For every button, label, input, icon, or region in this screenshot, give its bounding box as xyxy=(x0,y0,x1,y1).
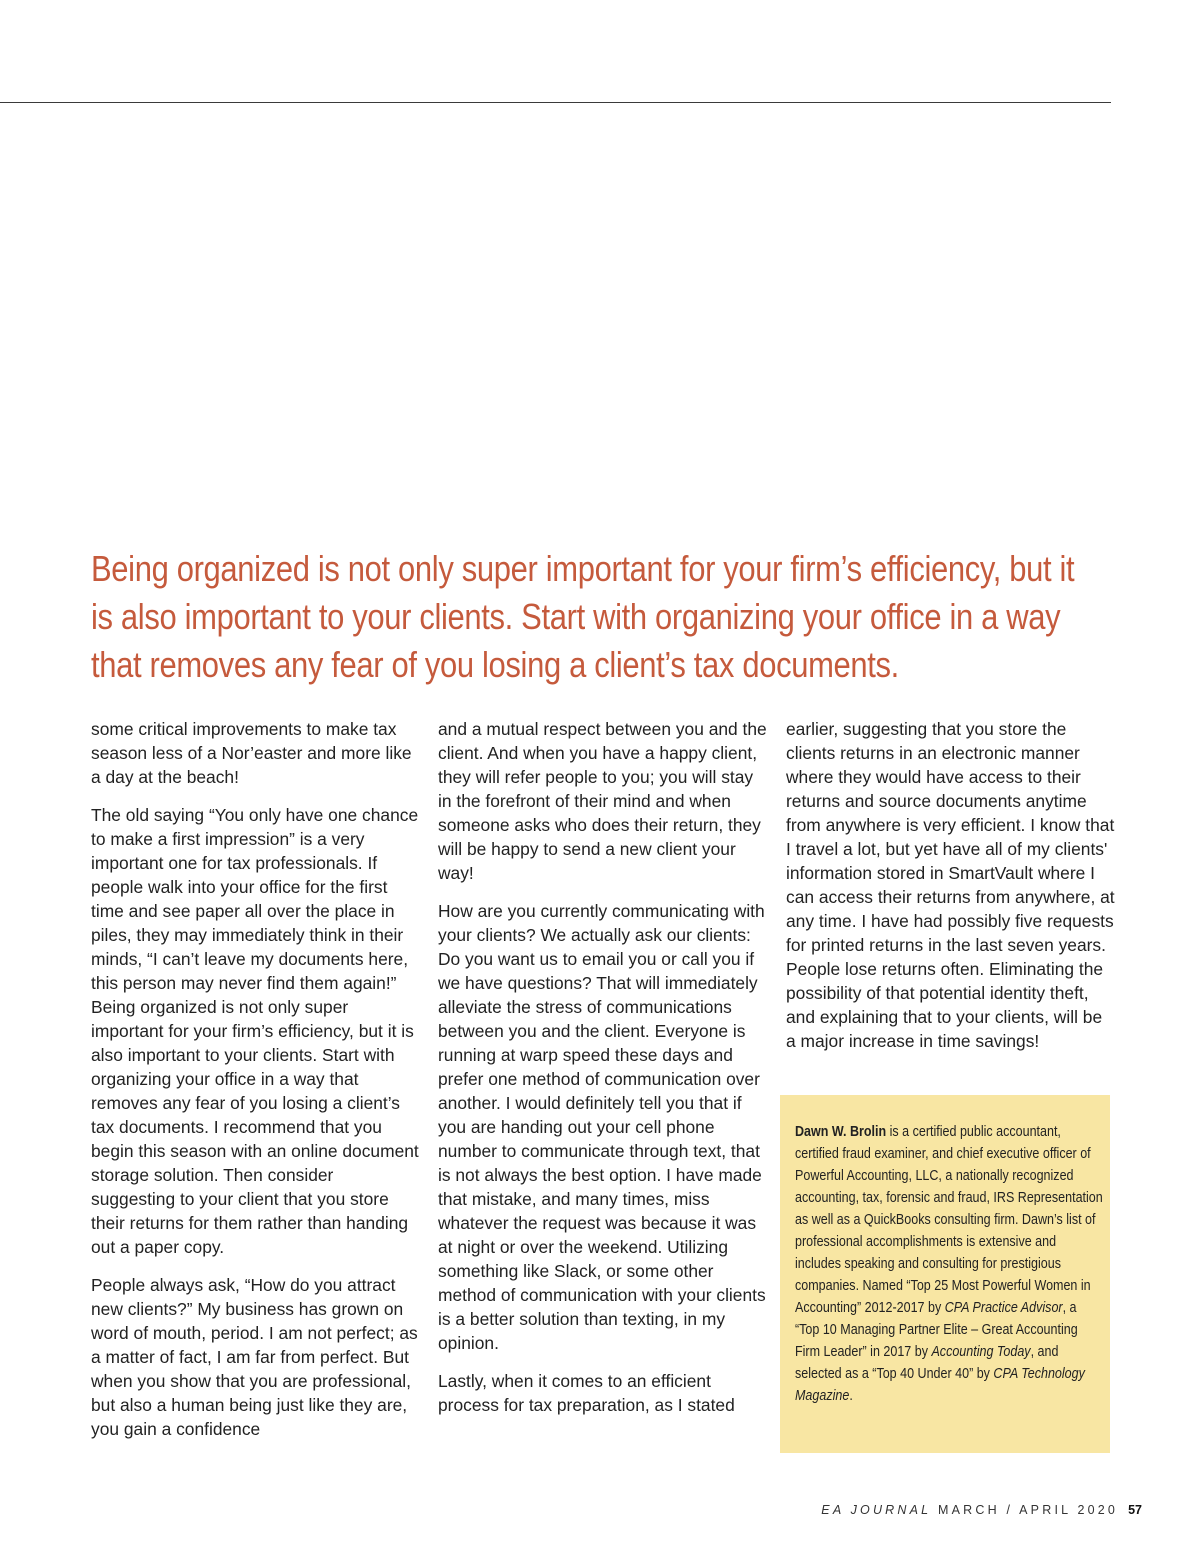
bio-publication: CPA Technology Magazine xyxy=(795,1365,1085,1404)
bio-publication: CPA Practice Advisor xyxy=(944,1299,1063,1316)
issue-date: MARCH / APRIL 2020 xyxy=(931,1503,1119,1517)
top-rule xyxy=(0,102,1111,103)
paragraph: and a mutual respect between you and the client. And when you have a happy client, they will refer people to you; you will stay in the forefront of their mind and when someone asks who does their return, they will be happy to send a new client your way! xyxy=(438,719,767,883)
bio-publication: Accounting Today xyxy=(931,1343,1031,1360)
journal-name: EA JOURNAL xyxy=(821,1503,932,1517)
article-column-1 xyxy=(91,717,421,1455)
bio-text: , and selected as a “Top 40 Under 40” by xyxy=(795,1343,1059,1382)
bio-text: . xyxy=(849,1387,853,1404)
pull-quote: Being organized is not only super important for your firm’s efficiency, but it is also important to your clients. Start with organizing your office in a way that removes any fear of you losing a client’s tax documents. xyxy=(91,548,1075,685)
bio-text: , a “Top 10 Managing Partner Elite – Great Accounting Firm Leader” in 2017 by xyxy=(795,1299,1078,1360)
page-footer xyxy=(821,1503,1142,1517)
article-column-2 xyxy=(438,717,768,1431)
bio-text: is a certified public accountant, certified fraud examiner, and chief executive officer of Powerful Accounting, LLC, a nationally recognized accounting, tax, forensic and fraud, IRS Representation as well as a QuickBooks consulting firm. Dawn’s list of professional accomplishments is extensive and includes speaking and consulting for prestigious companies. Named “Top 25 Most Powerful Women in Accounting” 2012-2017 by xyxy=(795,1123,1103,1316)
author-name: Dawn W. Brolin xyxy=(795,1123,887,1140)
paragraph: How are you currently communicating with your clients? We actually ask our clients: Do you want us to email you or call you if we have questions? That will immediately alleviate the stress of communications between you and the client. Everyone is running at warp speed these days and prefer one method of communication over another. I would definitely tell you that if you are handing out your cell phone number to communicate through text, that is not always the best option. I have made that mistake, and many times, miss whatever the request was because it was at night or over the weekend. Utilizing something like Slack, or some other method of communication with your clients is a better solution than texting, in my opinion. xyxy=(438,901,766,1353)
paragraph: earlier, suggesting that you store the clients returns in an electronic manner where they would have access to their returns and source documents anytime from anywhere is very efficient. I know that I travel a lot, but yet have all of my clients' information stored in SmartVault where I can access their returns from anywhere, at any time. I have had possibly five requests for printed returns in the last seven years. People lose returns often. Eliminating the possibility of that potential identity theft, and explaining that to your clients, will be a major increase in time savings! xyxy=(786,719,1115,1051)
page-number: 57 xyxy=(1128,1503,1142,1517)
paragraph: Lastly, when it comes to an efficient process for tax preparation, as I stated xyxy=(438,1371,735,1415)
article-column-3 xyxy=(786,717,1116,1067)
paragraph: some critical improvements to make tax season less of a Nor’easter and more like a day at the beach! xyxy=(91,719,412,787)
paragraph: People always ask, “How do you attract new clients?” My business has grown on word of mouth, period. I am not perfect; as a matter of fact, I am far from perfect. But when you show that you are professional, but also a human being just like they are, you gain a confidence xyxy=(91,1275,418,1439)
paragraph: The old saying “You only have one chance to make a first impression” is a very important one for tax professionals. If people walk into your office for the first time and see paper all over the place in piles, they may immediately think in their minds, “I can’t leave my documents here, this person may never find them again!” Being organized is not only super important for your firm’s efficiency, but it is also important to your clients. Start with organizing your office in a way that removes any fear of you losing a client’s tax documents. I recommend that you begin this season with an online document storage solution. Then consider suggesting to your client that you store their returns for them rather than handing out a paper copy. xyxy=(91,805,419,1257)
author-bio xyxy=(795,1121,1104,1407)
